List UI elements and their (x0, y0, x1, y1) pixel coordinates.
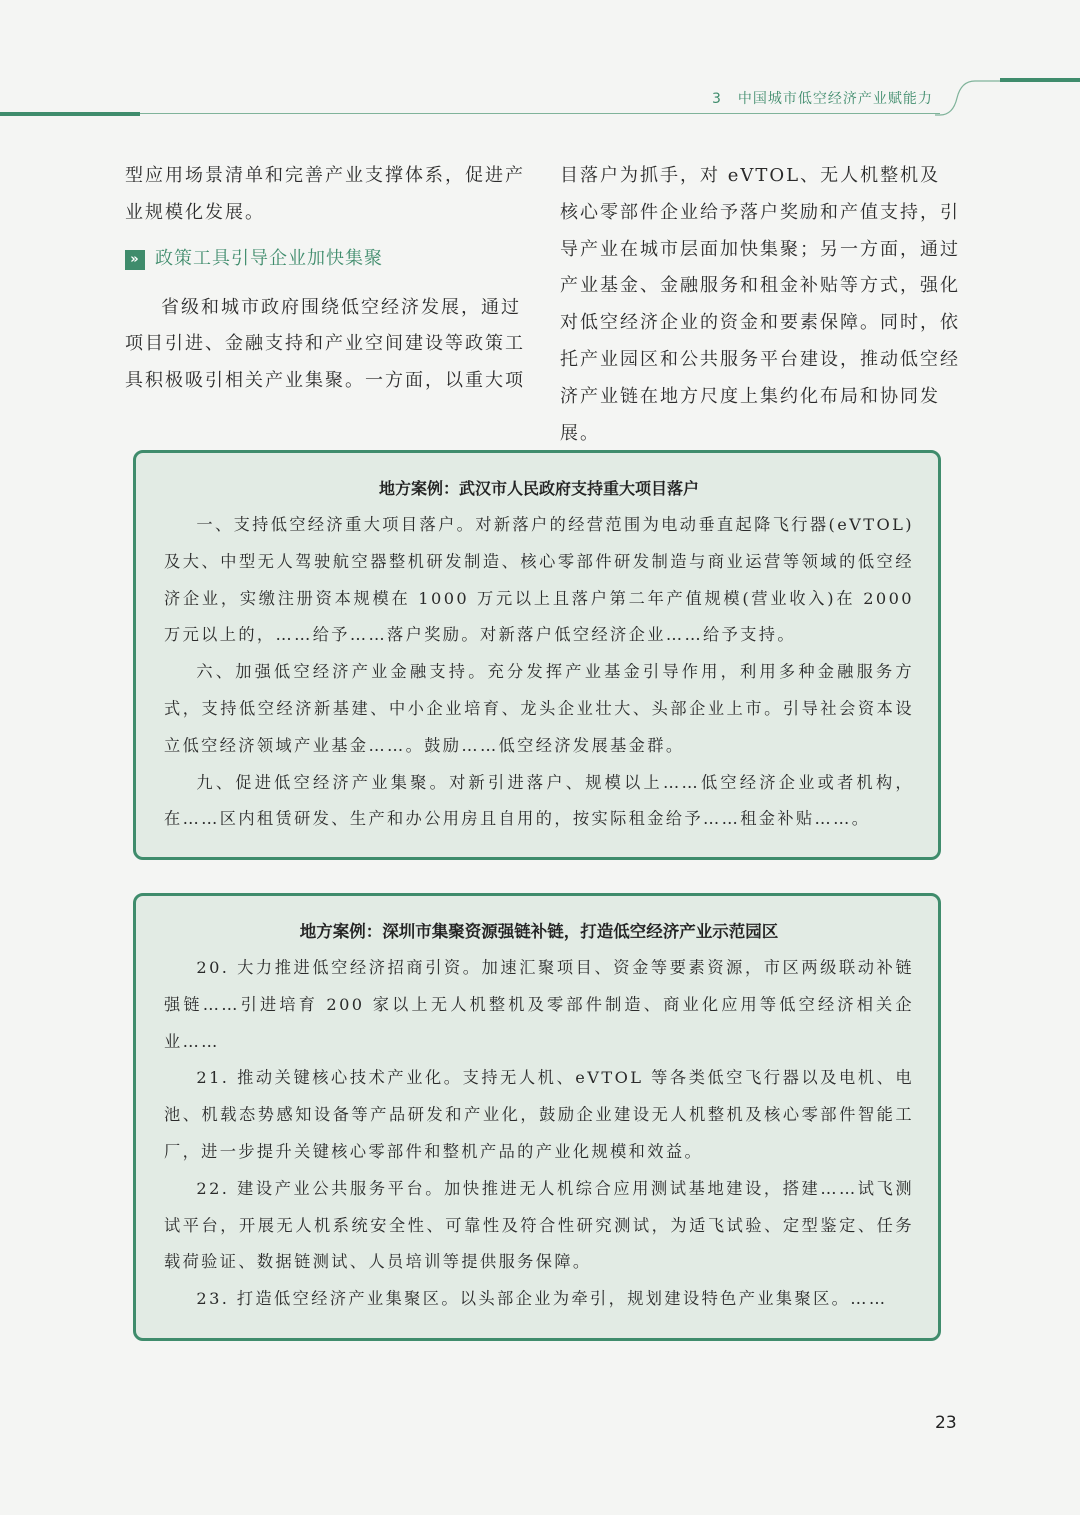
header-rule (0, 112, 1080, 115)
running-header (712, 88, 933, 108)
section-heading-text: 政策工具引导企业加快集聚 (155, 248, 383, 270)
case-box-wuhan (133, 450, 941, 860)
right-para-1: 目落户为抓手，对 eVTOL、无人机整机及核心零部件企业给予落户奖励和产值支持，引导产业在城市层面加快集聚；另一方面，通过产业基金、金融服务和租金补贴等方式，强化对低空经济企业的资金和要素保障。同时，依托产业园区和公共服务平台建设，推动低空经济产业链在地方尺度上集约化布局和协同发展。 (560, 165, 960, 444)
case-body-shenzhen (164, 950, 914, 1318)
case-paragraph: 23. 打造低空经济产业集聚区。以头部企业为牵引，规划建设特色产业集聚区。…… (196, 1289, 888, 1309)
case-paragraph: 一、支持低空经济重大项目落户。对新落户的经营范围为电动垂直起降飞行器(eVTOL)及大、中型无人驾驶航空器整机研发制造、核心零部件研发制造与商业运营等领域的低空经济企业，实缴注册资本规模在 1000 万元以上且落户第二年产值规模(营业收入)在 2000 万元以上的，……给予……落户奖励。对新落户低空经济企业……给予支持。 (164, 515, 914, 645)
case-paragraph: 六、加强低空经济产业金融支持。充分发挥产业基金引导作用，利用多种金融服务方式，支持低空经济新基建、中小企业培育、龙头企业壮大、头部企业上市。引导社会资本设立低空经济领域产业基金……。鼓励……低空经济发展基金群。 (164, 662, 914, 755)
header-rule-thin (140, 113, 940, 114)
chapter-title: 中国城市低空经济产业赋能力 (737, 91, 933, 107)
right-column (560, 158, 960, 452)
case-paragraph: 22. 建设产业公共服务平台。加快推进无人机综合应用测试基地建设，搭建……试飞测试平台，开展无人机系统安全性、可靠性及符合性研究测试，为适飞试验、定型鉴定、任务载荷验证、数据链测试、人员培训等提供服务保障。 (164, 1178, 914, 1272)
case-box-shenzhen (133, 893, 941, 1341)
left-para-2: 省级和城市政府围绕低空经济发展，通过项目引进、金融支持和产业空间建设等政策工具积极吸引相关产业集聚。一方面，以重大项 (125, 296, 525, 392)
left-para-1: 型应用场景清单和完善产业支撑体系，促进产业规模化发展。 (125, 165, 525, 223)
case-title-shenzhen: 地方案例：深圳市集聚资源强链补链，打造低空经济产业示范园区 (299, 922, 779, 941)
case-paragraph: 九、促进低空经济产业集聚。对新引进落户、规模以上……低空经济企业或者机构，在……区内租赁研发、生产和办公用房且自用的，按实际租金给予……租金补贴……。 (164, 772, 914, 829)
section-heading (125, 242, 525, 278)
chapter-number: 3 (712, 91, 722, 107)
case-body-wuhan (164, 507, 914, 838)
double-chevron-right-icon: » (125, 250, 145, 270)
case-paragraph: 20. 大力推进低空经济招商引资。加速汇聚项目、资金等要素资源，市区两级联动补链强链……引进培育 200 家以上无人机整机及零部件制造、商业化应用等低空经济相关企业…… (164, 958, 914, 1051)
case-paragraph: 21. 推动关键核心技术产业化。支持无人机、eVTOL 等各类低空飞行器以及电机、电池、机载态势感知设备等产品研发和产业化，鼓励企业建设无人机整机及核心零部件智能工厂，进一步提升关键核心零部件和整机产品的产业化规模和效益。 (164, 1068, 914, 1161)
case-title-wuhan: 地方案例：武汉市人民政府支持重大项目落户 (378, 479, 699, 498)
header-tab (1000, 78, 1080, 82)
left-column (125, 158, 525, 400)
header-rule-accent (0, 112, 140, 116)
header-curve (935, 78, 1005, 118)
page-number: 23 (935, 1413, 957, 1433)
